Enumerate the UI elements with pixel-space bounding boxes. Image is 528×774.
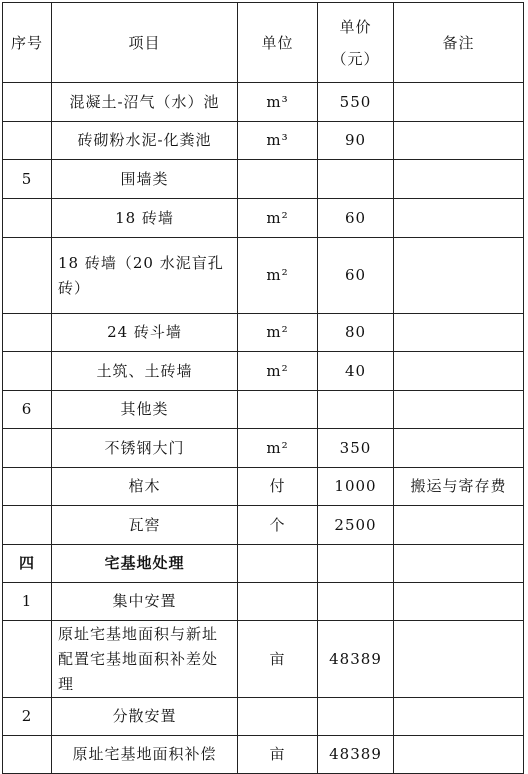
note-cell (394, 83, 524, 122)
item-cell: 分散安置 (52, 698, 238, 736)
price-cell: 2500 (318, 506, 394, 545)
item-cell: 其他类 (52, 391, 238, 429)
seq-cell (3, 621, 52, 698)
note-cell (394, 391, 524, 429)
seq-cell: 四 (3, 545, 52, 583)
table-row (3, 698, 524, 736)
unit-cell: 个 (238, 506, 318, 545)
note-cell: 搬运与寄存费 (394, 468, 524, 506)
price-cell: 48389 (318, 736, 394, 774)
item-cell: 砖砌粉水泥-化粪池 (52, 122, 238, 160)
header-seq: 序号 (3, 3, 52, 83)
unit-cell (238, 160, 318, 199)
table-row (3, 352, 524, 391)
header-row (3, 3, 524, 83)
header-price: 单价（元） (318, 3, 394, 83)
price-cell: 80 (318, 314, 394, 352)
seq-cell (3, 352, 52, 391)
price-cell: 60 (318, 238, 394, 314)
table-row (3, 391, 524, 429)
seq-cell (3, 468, 52, 506)
unit-cell (238, 545, 318, 583)
item-cell: 不锈钢大门 (52, 429, 238, 468)
table-row (3, 238, 524, 314)
unit-cell (238, 391, 318, 429)
note-cell (394, 736, 524, 774)
note-cell (394, 352, 524, 391)
unit-cell: m³ (238, 122, 318, 160)
price-cell: 90 (318, 122, 394, 160)
item-cell: 原址宅基地面积与新址配置宅基地面积补差处理 (52, 621, 238, 698)
note-cell (394, 545, 524, 583)
table-row (3, 122, 524, 160)
item-cell: 18 砖墙 (52, 199, 238, 238)
price-cell (318, 391, 394, 429)
header-unit: 单位 (238, 3, 318, 83)
price-cell: 350 (318, 429, 394, 468)
price-cell: 1000 (318, 468, 394, 506)
header-note: 备注 (394, 3, 524, 83)
table-row (3, 621, 524, 698)
unit-cell: m² (238, 314, 318, 352)
seq-cell (3, 736, 52, 774)
item-cell: 18 砖墙（20 水泥盲孔砖） (52, 238, 238, 314)
item-cell: 土筑、土砖墙 (52, 352, 238, 391)
seq-cell: 2 (3, 698, 52, 736)
note-cell (394, 621, 524, 698)
note-cell (394, 429, 524, 468)
price-cell (318, 698, 394, 736)
note-cell (394, 583, 524, 621)
price-cell (318, 545, 394, 583)
table-row (3, 160, 524, 199)
note-cell (394, 199, 524, 238)
unit-cell: 付 (238, 468, 318, 506)
item-cell: 瓦窖 (52, 506, 238, 545)
table-row (3, 545, 524, 583)
table-row (3, 506, 524, 545)
table-row (3, 199, 524, 238)
table-row (3, 583, 524, 621)
table-row (3, 429, 524, 468)
price-cell: 40 (318, 352, 394, 391)
item-cell: 宅基地处理 (52, 545, 238, 583)
unit-cell: m³ (238, 83, 318, 122)
seq-cell (3, 83, 52, 122)
price-cell (318, 160, 394, 199)
unit-cell (238, 583, 318, 621)
item-cell: 棺木 (52, 468, 238, 506)
unit-cell: m² (238, 199, 318, 238)
note-cell (394, 314, 524, 352)
price-cell: 550 (318, 83, 394, 122)
table-row (3, 83, 524, 122)
seq-cell: 6 (3, 391, 52, 429)
unit-cell: 亩 (238, 621, 318, 698)
seq-cell (3, 199, 52, 238)
unit-cell: 亩 (238, 736, 318, 774)
item-cell: 集中安置 (52, 583, 238, 621)
note-cell (394, 506, 524, 545)
seq-cell (3, 238, 52, 314)
table-row (3, 468, 524, 506)
price-cell: 48389 (318, 621, 394, 698)
item-cell: 原址宅基地面积补偿 (52, 736, 238, 774)
note-cell (394, 698, 524, 736)
header-item: 项目 (52, 3, 238, 83)
unit-cell: m² (238, 429, 318, 468)
unit-cell (238, 698, 318, 736)
table-row (3, 314, 524, 352)
note-cell (394, 160, 524, 199)
unit-cell: m² (238, 352, 318, 391)
seq-cell (3, 314, 52, 352)
item-cell: 24 砖斗墙 (52, 314, 238, 352)
note-cell (394, 238, 524, 314)
unit-cell: m² (238, 238, 318, 314)
price-cell: 60 (318, 199, 394, 238)
price-cell (318, 583, 394, 621)
item-cell: 围墙类 (52, 160, 238, 199)
seq-cell (3, 506, 52, 545)
seq-cell (3, 429, 52, 468)
price-table (2, 2, 524, 774)
note-cell (394, 122, 524, 160)
seq-cell: 1 (3, 583, 52, 621)
seq-cell (3, 122, 52, 160)
item-cell: 混凝土-沼气（水）池 (52, 83, 238, 122)
table-row (3, 736, 524, 774)
seq-cell: 5 (3, 160, 52, 199)
